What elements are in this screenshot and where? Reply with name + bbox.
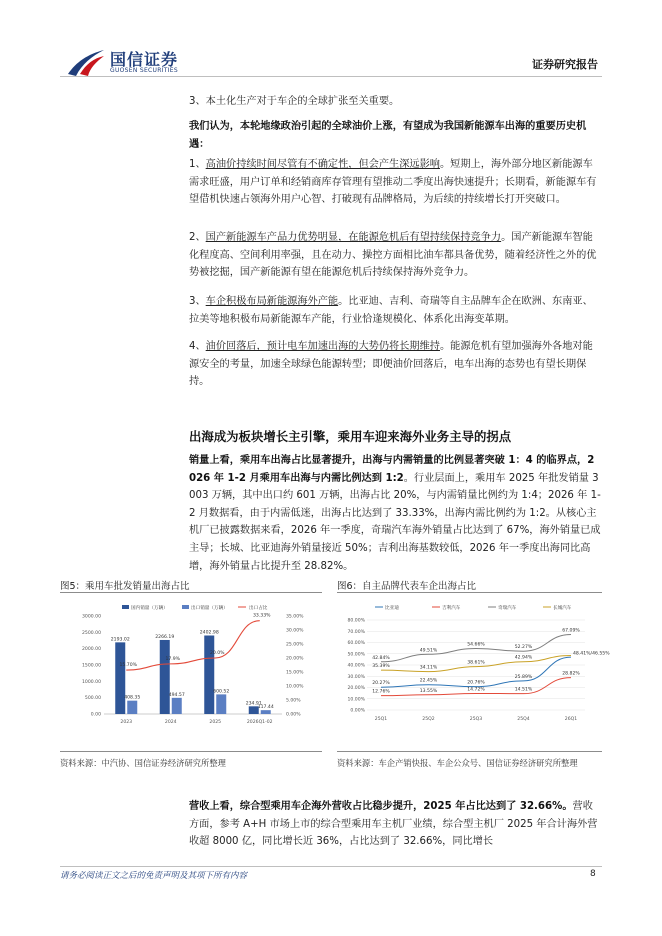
fig5-y-left-tick: 500.00 xyxy=(84,696,101,702)
fig5-title: 图5：乘用车批发销量出海占比 xyxy=(60,581,190,592)
fig5-source: 资料来源：中汽协、国信证券经济研究所整理 xyxy=(60,758,226,768)
fig5-share-label: 33.33% xyxy=(252,613,271,619)
fig6-point-label: 38.61% xyxy=(467,660,485,666)
fig6-point-label: 67.09% xyxy=(562,628,580,634)
page-number: 8 xyxy=(590,869,596,879)
fig6-point-label: 14.72% xyxy=(467,687,485,693)
fig5-x-tick: 2024 xyxy=(164,720,177,725)
point-3-rest: 。比亚迪、吉利、奇瑞等自主品牌车企在欧洲、东南亚、拉美等地积极布局新能源车产能，行业恰逢规模化、体系化出海变革期。 xyxy=(189,296,593,325)
point-4 xyxy=(189,338,601,391)
fig5-share-label: 15.70% xyxy=(119,663,138,669)
fig5-label-export: 117.44 xyxy=(257,705,274,711)
fig6-point-label: 52.27% xyxy=(514,645,533,651)
logo-cn: 国信证券 xyxy=(110,50,179,69)
logo-en: GUOSEN SECURITIES xyxy=(110,67,179,74)
fig6-point-label: 42.94% xyxy=(514,655,533,661)
fig5-y-right-tick: 15.00% xyxy=(286,670,304,676)
fig5-bar-domestic xyxy=(115,642,125,714)
fig6-point-label: 49.51% xyxy=(419,648,438,654)
revenue-paragraph xyxy=(189,798,601,851)
fig5-y-right-tick: 25.00% xyxy=(286,642,304,648)
point-4-lead: 4、 xyxy=(189,341,206,352)
fig6-point-label: 12.76% xyxy=(372,689,390,695)
point-2-lead: 2、 xyxy=(189,232,206,243)
fig5-y-left-tick: 1000.00 xyxy=(82,679,101,685)
fig5-label-domestic: 2266.19 xyxy=(155,634,175,640)
footer-disclaimer: 请务必阅读正文之后的免责声明及其项下所有内容 xyxy=(60,871,248,881)
sales-paragraph xyxy=(189,452,601,575)
fig6-y-tick: 60.00% xyxy=(347,641,365,646)
point-2-underlined: 国产新能源车产品力优势明显，在能源危机后有望持续保持竞争力 xyxy=(205,232,502,243)
fig6-chart xyxy=(337,598,610,746)
legend-label-share: 出口占比 xyxy=(249,606,268,611)
fig6-point-label: 42.84% xyxy=(372,655,390,661)
thesis-text: 我们认为，本轮地缘政治引起的全球油价上涨，有望成为我国新能源车出海的重要历史机遇： xyxy=(189,121,587,150)
point-1 xyxy=(189,156,601,209)
fig6-overlap-label: 48.41%/46.55% xyxy=(573,651,610,657)
fig6-point-label: 13.55% xyxy=(419,688,438,694)
fig6-point-label: 22.45% xyxy=(419,678,438,684)
legend-label-domestic: 国内销量（万辆） xyxy=(131,606,168,611)
fig5-label-export: 494.57 xyxy=(168,692,185,698)
fig6-point-label: 14.51% xyxy=(514,687,533,693)
point-1-underlined: 高油价持续时间尽管有不确定性，但会产生深远影响 xyxy=(205,159,440,170)
fig5-x-tick: 2025 xyxy=(209,720,222,725)
fig6-legend-label: 吉利汽车 xyxy=(442,606,461,611)
fig5-bar-export xyxy=(261,710,271,714)
fig5-bottom-rule xyxy=(60,751,322,752)
fig5-label-export: 600.52 xyxy=(213,689,230,695)
fig5-y-right-tick: 5.00% xyxy=(286,698,301,704)
fig6-y-tick: 10.00% xyxy=(347,697,365,703)
point-4-underlined: 油价回落后，预计电车加速出海的大势仍将长期维持 xyxy=(205,341,440,352)
fig5-y-right-tick: 30.00% xyxy=(286,628,304,634)
fig6-point-label: 20.76% xyxy=(467,680,485,686)
point-2-rest: 。国产新能源车智能化程度高、空间利用率强，且在动力、操控方面相比油车都具备优势，随着经济性之外的优势被挖掘，国产新能源有望在能源危机后持续保持海外竞争力。 xyxy=(189,232,597,279)
legend-swatch-export xyxy=(182,605,189,609)
fig5-label-domestic: 234.91 xyxy=(245,701,262,707)
fig6-x-tick: 25Q4 xyxy=(517,717,530,722)
legend-swatch-domestic xyxy=(122,605,129,609)
fig5-bar-export xyxy=(172,698,182,714)
fig6-title-rule xyxy=(337,592,602,593)
fig6-point-label: 34.11% xyxy=(419,665,438,671)
section-title: 出海成为板块增长主引擎，乘用车迎来海外业务主导的拐点 xyxy=(189,429,512,444)
fig6-title: 图6：自主品牌代表车企出海占比 xyxy=(337,581,477,592)
fig6-x-tick: 25Q1 xyxy=(374,717,388,722)
fig5-label-domestic: 2193.02 xyxy=(110,637,130,643)
legend-label-export: 出口销量（万辆） xyxy=(191,606,228,611)
revenue-rest: 营收方面，参考 A+H 市场上市的综合型乘用车主机厂业绩，综合型主机厂 2025 年合计海外营收超 8000 亿，同比增长近 36%，占比达到了 32.66%，同比增长 xyxy=(189,801,598,848)
fig5-bar-export xyxy=(216,694,226,714)
fig5-bar-domestic xyxy=(204,636,214,714)
fig5-label-export: 408.35 xyxy=(124,695,141,701)
point-1-lead: 1、 xyxy=(189,159,206,170)
revenue-bold: 营收上看，综合型乘用车企海外营收占比稳步提升，2025 年占比达到了 32.66%。 xyxy=(189,801,573,812)
fig5-y-left-tick: 2000.00 xyxy=(82,647,101,653)
fig6-y-tick: 0.00% xyxy=(350,708,365,714)
fig5-share-label: 17.9% xyxy=(165,656,181,662)
fig6-source: 资料来源：车企产销快报、车企公众号、国信证券经济研究所整理 xyxy=(337,758,578,768)
fig6-point-label: 25.89% xyxy=(514,674,533,680)
fig6-y-tick: 70.00% xyxy=(347,629,365,635)
guosen-logo-icon xyxy=(66,44,106,78)
fig6-y-tick: 30.00% xyxy=(347,674,365,680)
fig6-point-label: 20.27% xyxy=(372,681,390,687)
fig6-y-tick: 40.00% xyxy=(347,663,365,669)
point-3 xyxy=(189,293,601,328)
fig6-x-tick: 25Q2 xyxy=(422,717,435,722)
fig5-y-left-tick: 1500.00 xyxy=(82,663,101,669)
fig6-legend-label: 比亚迪 xyxy=(385,606,399,611)
fig5-y-left-tick: 2500.00 xyxy=(82,630,101,636)
fig5-y-left-tick: 0.00 xyxy=(90,712,101,718)
fig5-y-right-tick: 10.00% xyxy=(286,684,304,690)
point-2 xyxy=(189,229,601,282)
fig5-y-right-tick: 20.00% xyxy=(286,656,304,662)
fig5-y-right-tick: 0.00% xyxy=(286,712,301,718)
fig6-bottom-rule xyxy=(337,751,602,752)
point-1-rest: 。短期上，海外部分地区新能源车需求旺盛，用户订单和经销商库存管理有望推动二季度出海快速提升；长期看，新能源车有望借机快速占领海外用户心智、打破现有品牌格局，为后续的持续增长打开突破口。 xyxy=(189,159,597,206)
point-4-rest: 。能源危机有望加强海外各地对能源安全的考量，加速全球绿色能源转型；即便油价回落后，电车出海的态势也有望长期保持。 xyxy=(189,341,593,388)
fig6-point-label: 54.66% xyxy=(467,642,485,648)
fig6-y-tick: 20.00% xyxy=(347,686,365,691)
footer-divider xyxy=(60,866,602,867)
report-type: 证券研究报告 xyxy=(532,58,598,71)
fig5-bar-domestic xyxy=(160,640,170,714)
fig6-point-label: 28.82% xyxy=(562,671,580,677)
fig6-y-tick: 50.00% xyxy=(347,652,365,658)
fig6-y-tick: 80.00% xyxy=(347,618,365,624)
header xyxy=(60,40,602,80)
fig5-title-rule xyxy=(60,592,322,593)
fig5-chart xyxy=(60,598,322,746)
fig6-legend-label: 长城汽车 xyxy=(553,606,572,611)
fig5-share-label: 20.0% xyxy=(209,651,225,656)
sales-rest: 。行业层面上，乘用车 2025 年批发销量 3003 万辆，其中出口约 601 万辆，出海占比 20%，与内需销量比例约为 1:4；2026 年 1-2 月数据看，由于内需低迷，出海占比达到了 33.33%，出海内需比例约为 1:2。从核心主机厂已披露数据来看，2026 年一季度，奇瑞汽车海外销量占比达到了 67%，海外销量已成主导；长城、比亚迪海外销量接近 50%；吉利出海基数较低，2026 年一季度出海同比高增，海外销量占比提升至 28.82%。 xyxy=(189,472,601,572)
fig5-x-tick: 2023 xyxy=(120,720,133,725)
intro-point-3 xyxy=(189,93,601,111)
fig6-legend-label: 奇瑞汽车 xyxy=(498,606,517,611)
intro-point-3-text: 3、本土化生产对于车企的全球扩张至关重要。 xyxy=(189,96,400,107)
point-3-underlined: 车企积极布局新能源海外产能 xyxy=(205,296,339,307)
fig5-y-right-tick: 35.00% xyxy=(286,614,304,620)
fig6-x-tick: 25Q3 xyxy=(469,717,483,722)
thesis-paragraph xyxy=(189,118,601,153)
fig5-label-domestic: 2402.98 xyxy=(199,630,219,636)
sales-bold: 销量上看，乘用车出海占比显著提升，出海与内需销量的比例显著突破 1：4 的临界点，2026 年 1-2 月乘用车出海与内需比例达到 1:2 xyxy=(189,455,595,484)
fig5-bar-export xyxy=(127,701,137,714)
fig6-series-line xyxy=(381,635,571,662)
fig5-x-tick: 2026Q1-02 xyxy=(246,720,273,725)
header-divider xyxy=(60,76,602,77)
fig6-x-tick: 26Q1 xyxy=(564,717,578,722)
fig5-share-line xyxy=(126,621,260,670)
fig5-y-left-tick: 3000.00 xyxy=(82,614,101,620)
fig6-point-label: 35.39% xyxy=(372,664,390,670)
point-3-lead: 3、 xyxy=(189,296,206,307)
